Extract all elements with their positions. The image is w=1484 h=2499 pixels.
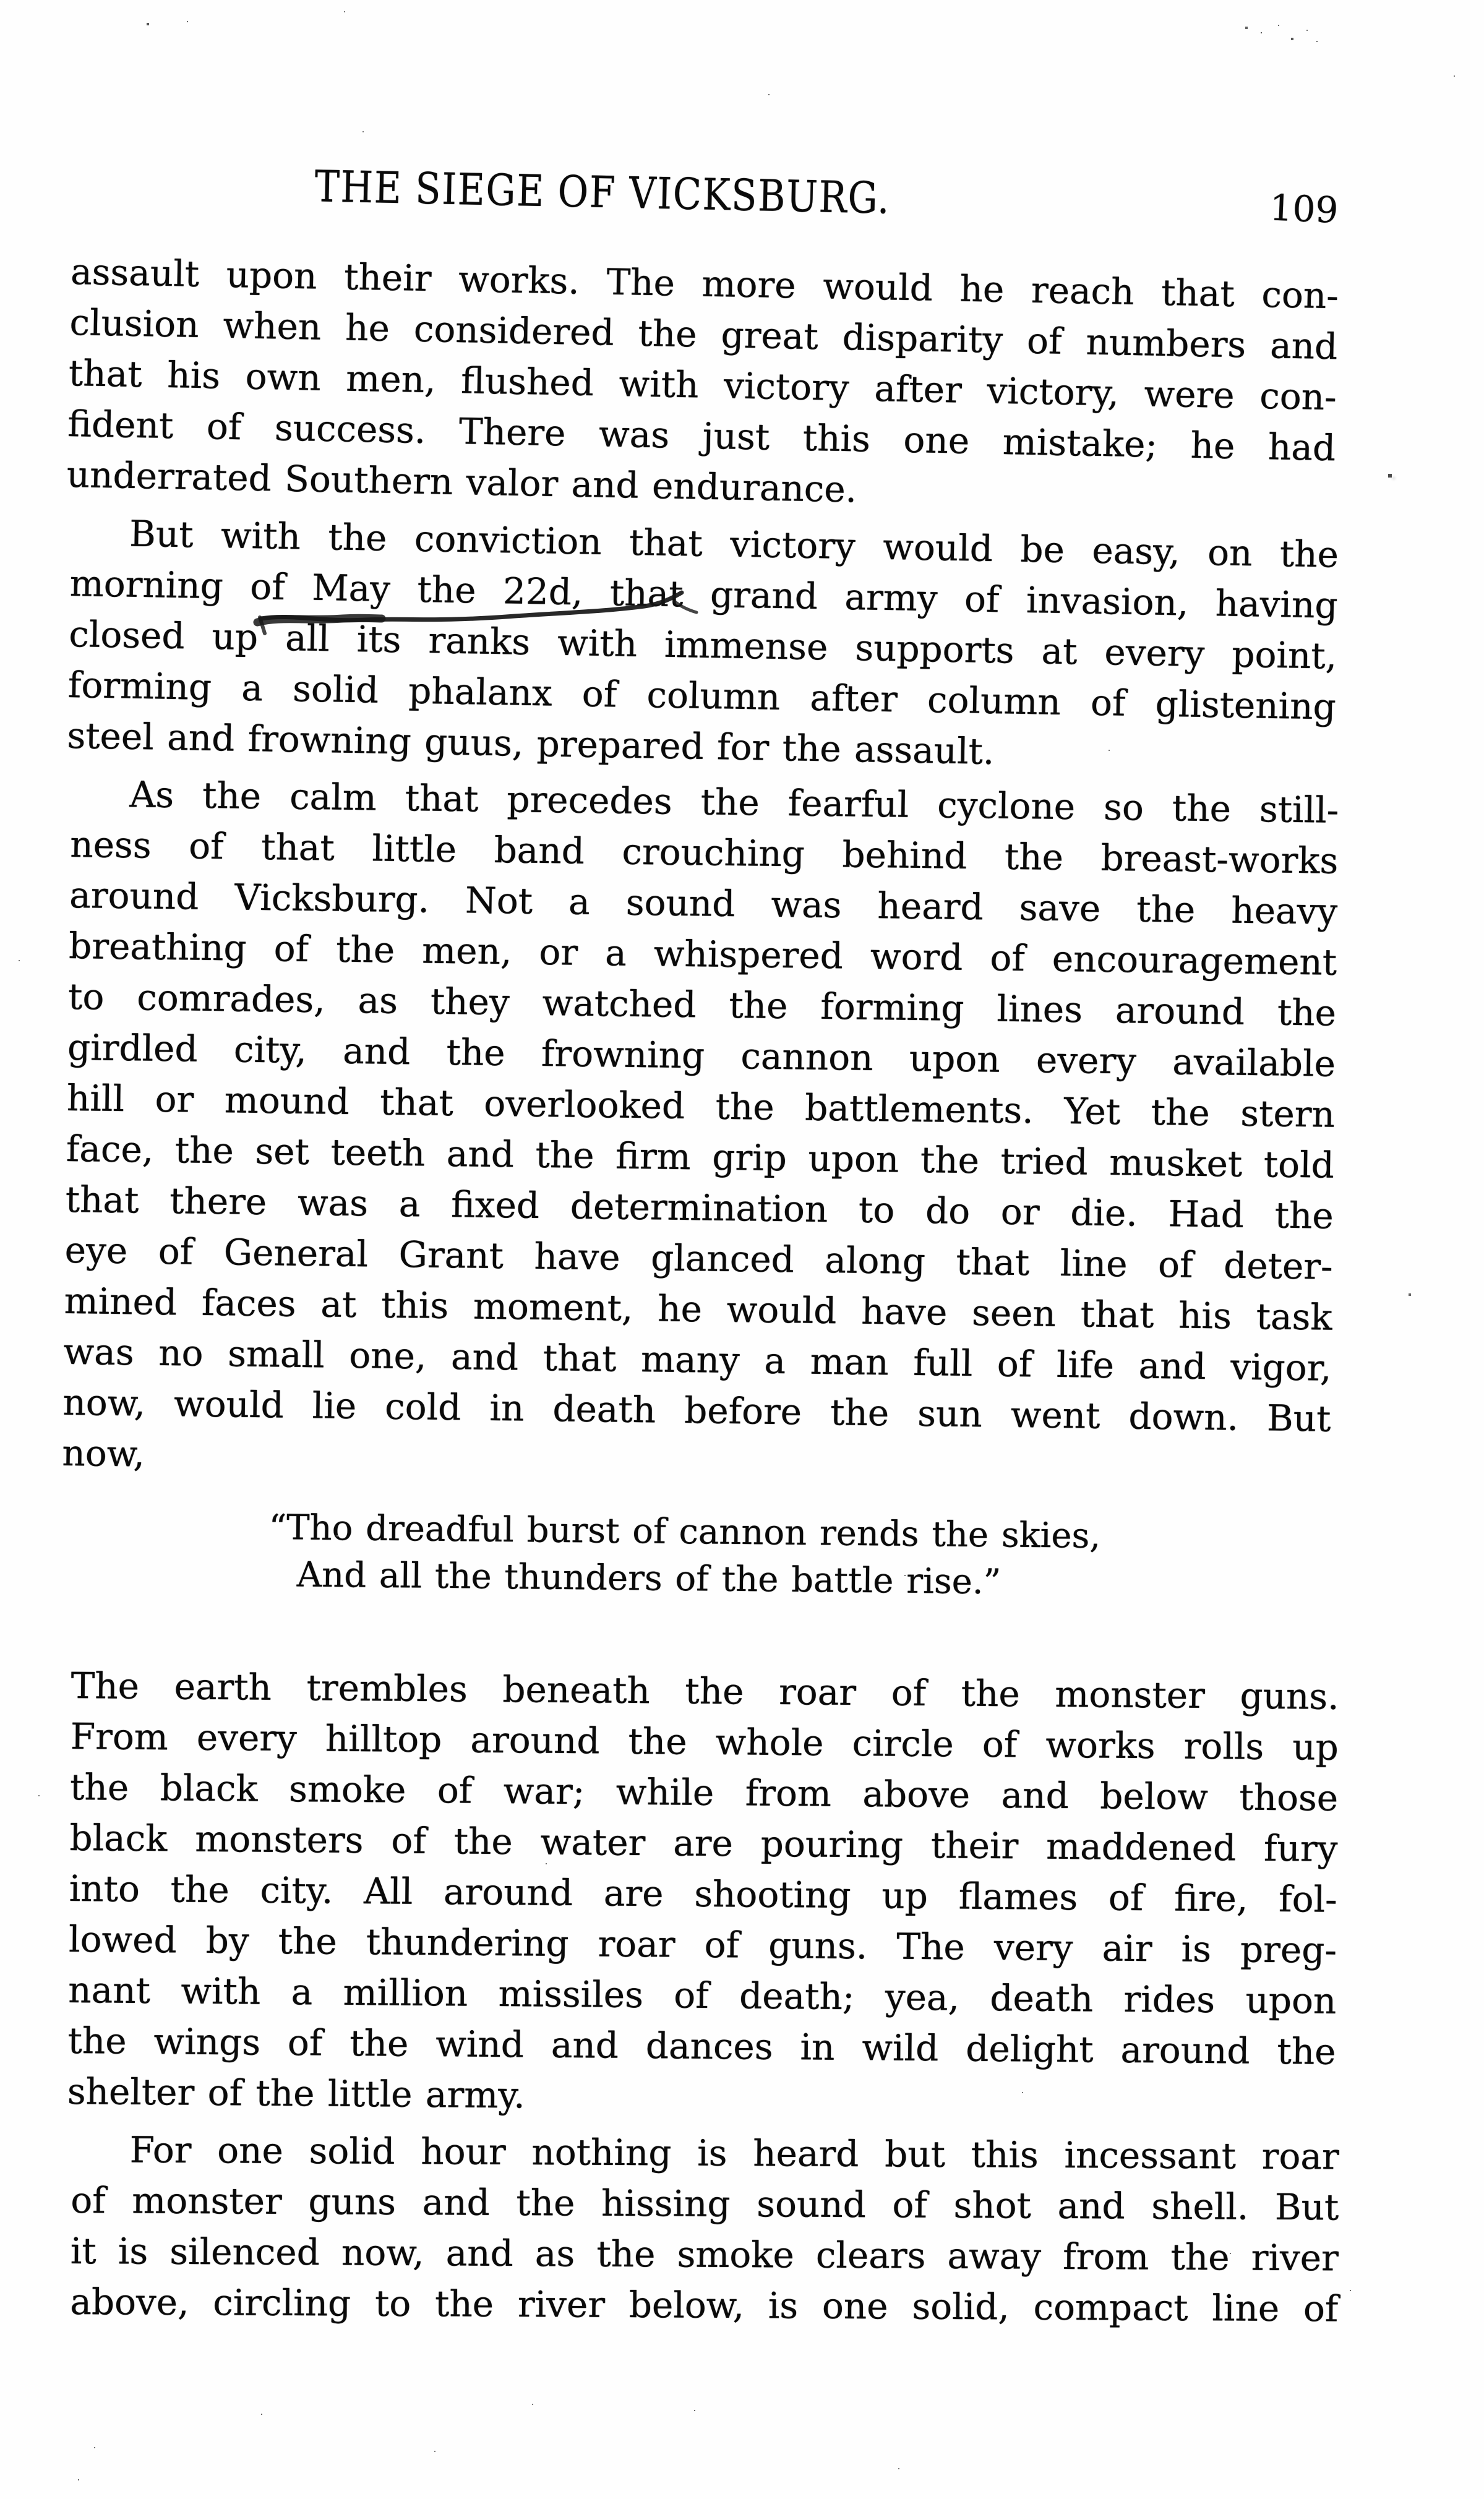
paragraph (70, 2124, 1339, 2334)
text-line: And all the thunders of the battle rise.” (296, 1554, 1001, 1603)
text-line: to comrades, as they watched the forming lines around the (67, 975, 1337, 1034)
title-wrap (70, 156, 1339, 233)
paragraph (62, 768, 1339, 1495)
text-line: girdled city, and the frowning cannon upon every available (67, 1026, 1336, 1085)
text-line: lowed by the thundering roar of guns. The very air is preg- (68, 1918, 1337, 1971)
text-line: above, circling to the river below, is one solid, compact line of (70, 2280, 1339, 2330)
text-line: shelter of the little army. (67, 2070, 526, 2117)
text-line: that there was a fixed determination to do or die. Had the (65, 1178, 1334, 1237)
text-line: assault upon their works. The more would he reach that con- (70, 250, 1339, 317)
text-line: ness of that little band crouching behind the breast-works (69, 823, 1339, 882)
text-line: was no small one, and that many a man full of life and vigor, (63, 1330, 1332, 1389)
text-line: now, would lie cold in death before the sun went down. But (62, 1381, 1331, 1440)
text-line: eye of General Grant have glanced along that line of deter- (64, 1228, 1334, 1288)
text-line: the wings of the wind and dances in wild delight around the (67, 2019, 1336, 2073)
paragraph (66, 246, 1339, 524)
text-line: As the calm that precedes the fearful cyclone so the still- (129, 773, 1339, 831)
text-line: steel and frowning guus, prepared for the assault. (66, 714, 995, 773)
text-line: But with the conviction that victory would be easy, on the (129, 512, 1339, 576)
text-line: For one solid hour nothing is heard but this incessant roar (129, 2128, 1339, 2178)
page-number: 109 (1269, 186, 1340, 232)
text-line: forming a solid phalanx of column after column of glistening (67, 663, 1337, 728)
text-line: closed up all its ranks with immense supports at every point, (68, 612, 1337, 677)
text-line: mined faces at this moment, he would have seen that his task (64, 1279, 1332, 1339)
paragraph (67, 507, 1339, 783)
text-line: underrated Southern valor and endurance. (66, 453, 857, 511)
text-line: face, the set teeth and the firm grip upon the tried musket told (66, 1127, 1335, 1186)
text-line: clusion when he considered the great disparity of numbers and (69, 301, 1338, 368)
text-line: black monsters of the water are pouring their maddened fury (69, 1816, 1338, 1870)
text-line: breathing of the men, or a whispered word of encouragement (68, 924, 1337, 984)
running-head (70, 156, 1339, 233)
text-line: it is silenced now, and as the smoke clears away from the river (70, 2229, 1339, 2279)
text-line: nant with a million missiles of death; yea, death rides upon (68, 1968, 1337, 2022)
quote-block (268, 1504, 1197, 1608)
text-line: of monster guns and the hissing sound of shot and shell. But (71, 2179, 1339, 2229)
page-body (62, 246, 1339, 2330)
text-line: hill or mound that overlooked the battlements. Yet the stern (66, 1076, 1336, 1136)
text-line: From every hilltop around the whole circle of works rolls up (70, 1715, 1339, 1768)
text-line: now, (62, 1431, 145, 1475)
text-line: the black smoke of war; while from above and below those (69, 1765, 1339, 1819)
text-line: “Tho dreadful burst of cannon rends the skies, (268, 1507, 1101, 1557)
page-title: THE SIEGE OF VICKSBURG. (314, 161, 891, 224)
scan-noise-specks (0, 0, 1, 1)
text-line: The earth trembles beneath the roar of the monster guns. (71, 1664, 1339, 1718)
text-line: fident of success. There was just this one mistake; he had (67, 402, 1336, 469)
text-line: that his own men, flushed with victory after victory, were con- (68, 351, 1337, 419)
text-line: around Vicksburg. Not a sound was heard save the heavy (69, 873, 1338, 933)
text-line: into the city. All around are shooting up flames of fire, fol- (69, 1867, 1337, 1921)
text-line: morning of May the 22d, that grand army of invasion, having (69, 562, 1339, 627)
paragraph (67, 1660, 1339, 2128)
